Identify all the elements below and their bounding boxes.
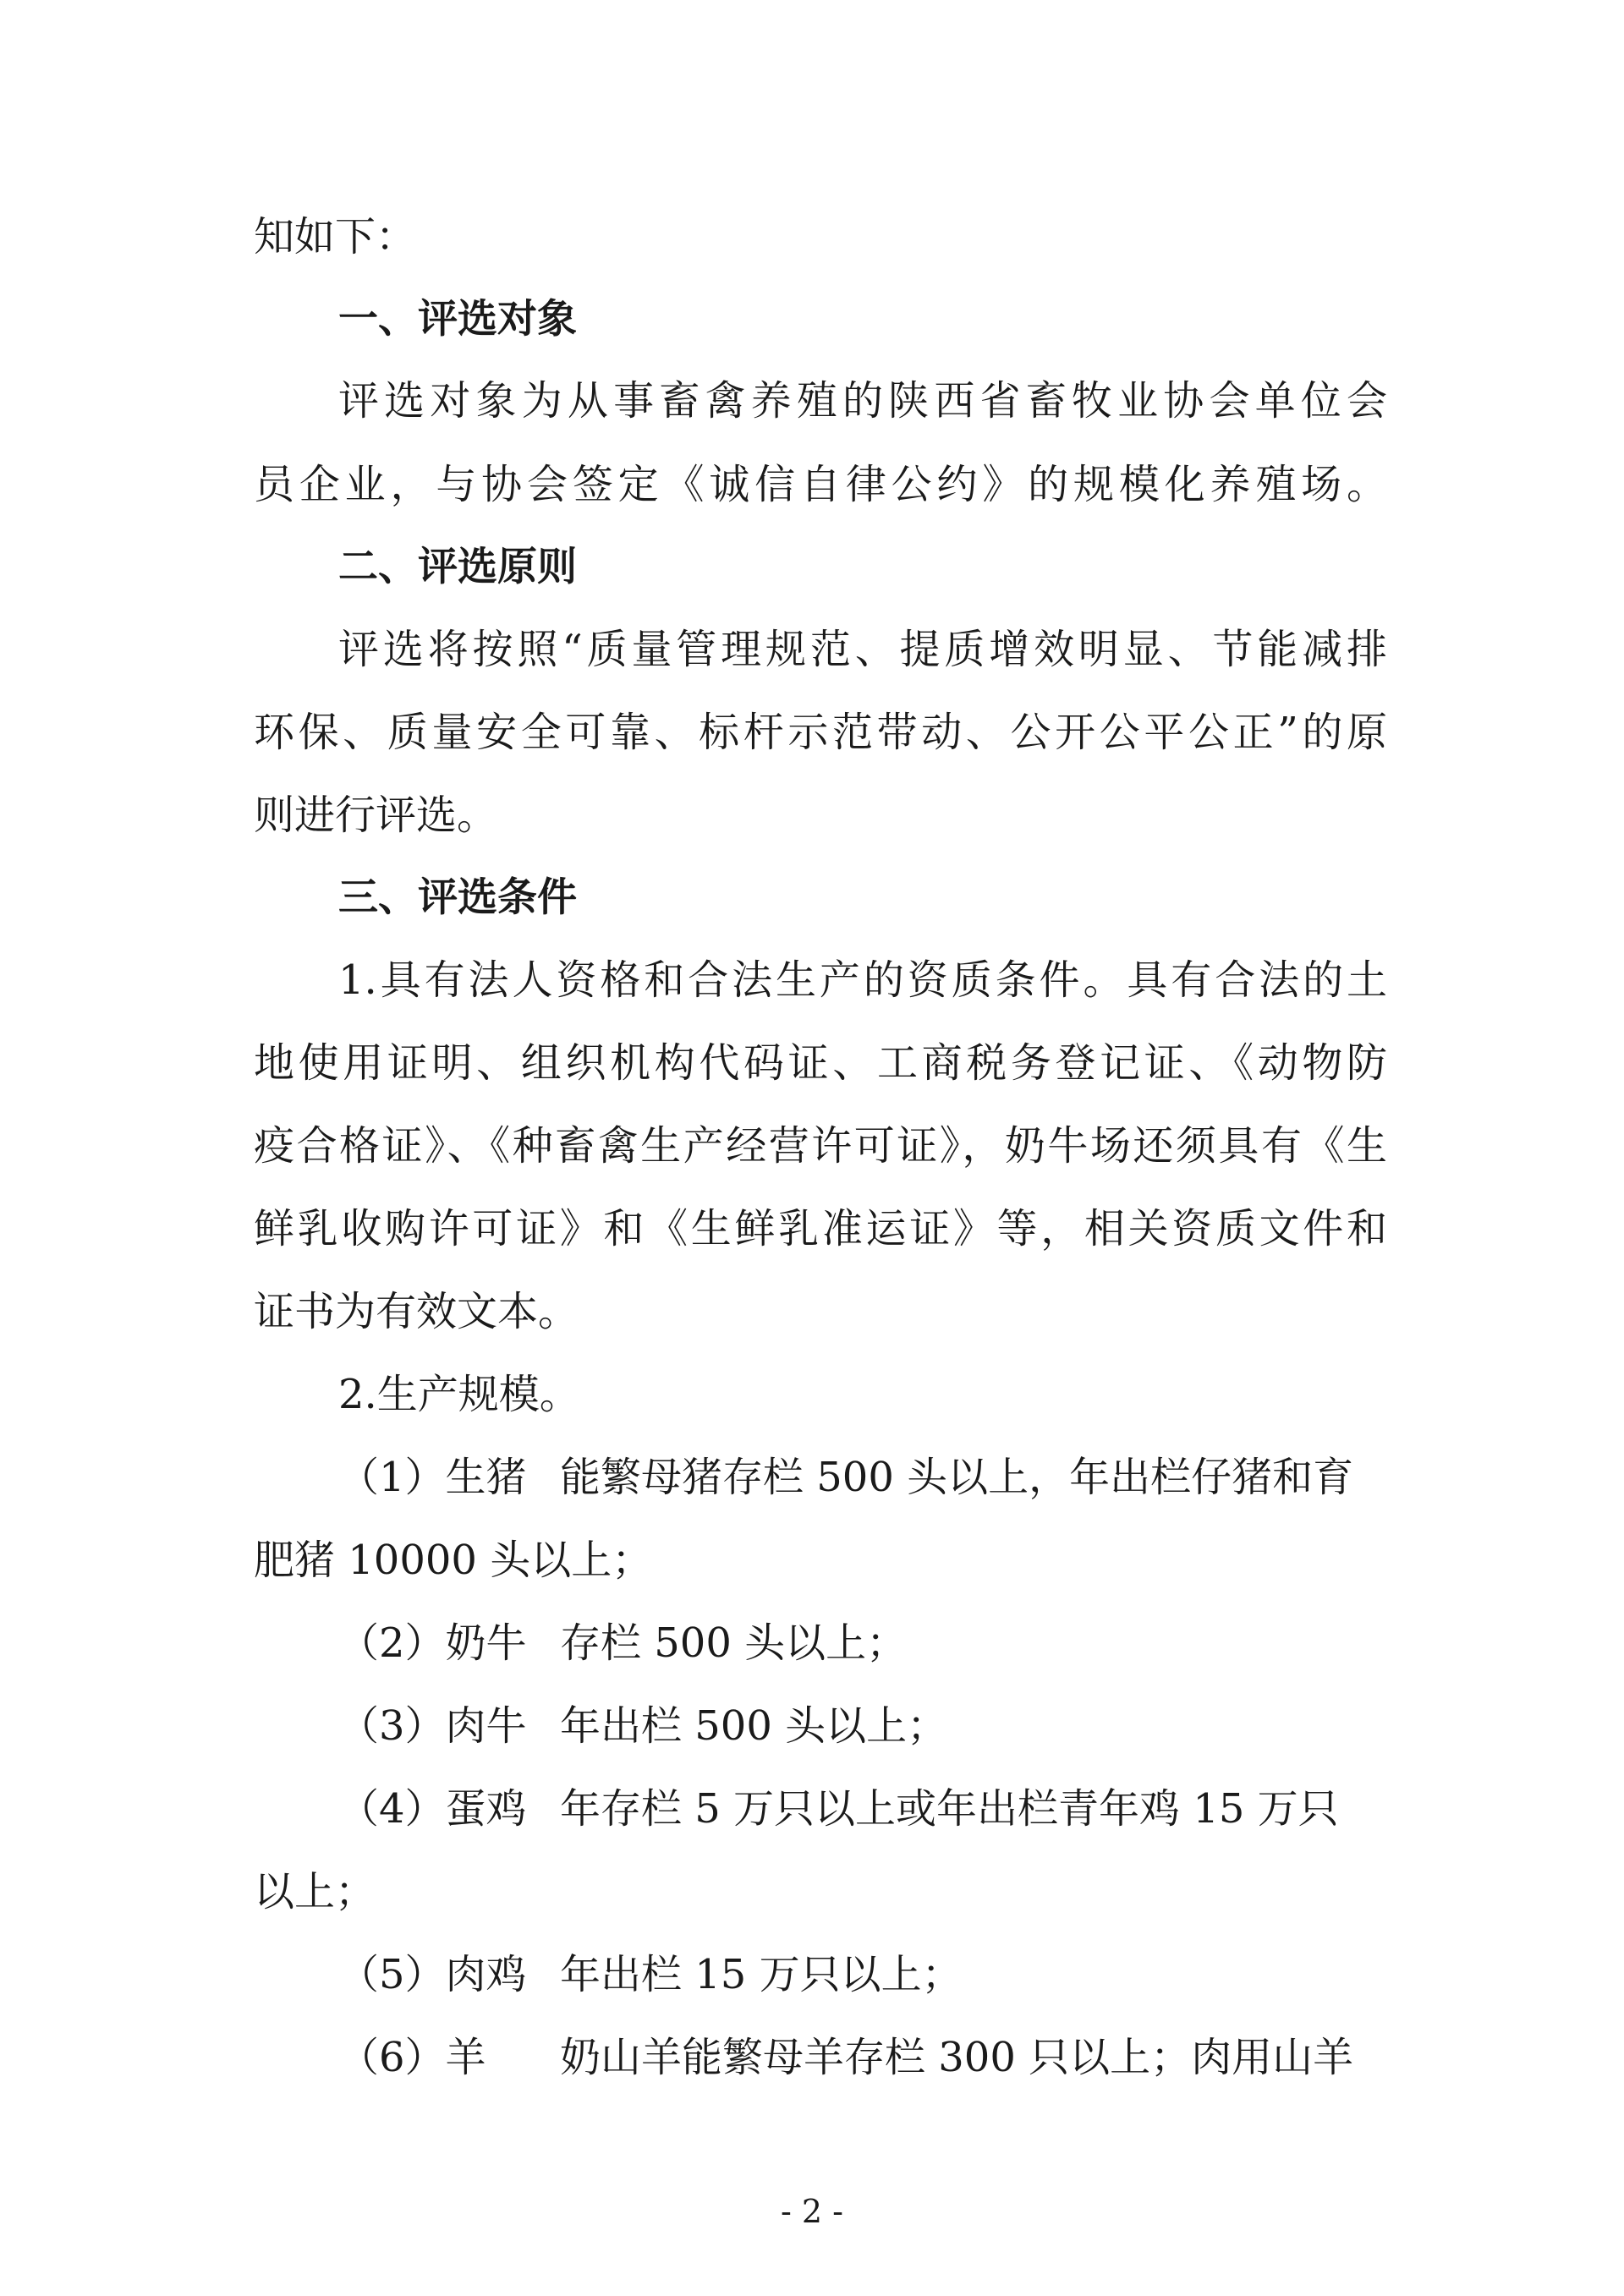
paragraph-line: 证书为有效文本。 [254, 1288, 579, 1335]
paragraph-line: 以上； [254, 1868, 376, 1915]
paragraph-line: 鲜乳收购许可证》和《生鲜乳准运证》等，相关资质文件和 [254, 1205, 1387, 1252]
item-label: （3）肉牛 [338, 1702, 527, 1750]
paragraph-line: 疫合格证》、《种畜禽生产经营许可证》，奶牛场还须具有《生 [254, 1122, 1387, 1170]
paragraph-line: 2.生产规模。 [338, 1371, 580, 1418]
item-label: （6）羊 [338, 2034, 486, 2081]
page-number: - 2 - [780, 2193, 843, 2230]
paragraph-line: 1.具有法人资格和合法生产的资质条件。具有合法的土 [338, 956, 1387, 1004]
item-label: （2）奶牛 [338, 1619, 527, 1667]
item-text: 年存栏 5 万只以上或年出栏青年鸡 15 万只 [560, 1785, 1339, 1833]
item-text: 年出栏 500 头以上； [560, 1702, 948, 1750]
paragraph-line: 员企业，与协会签定《诚信自律公约》的规模化养殖场。 [254, 461, 1387, 508]
item-label: （4）蛋鸡 [338, 1785, 527, 1833]
paragraph-line: 评选对象为从事畜禽养殖的陕西省畜牧业协会单位会 [338, 377, 1387, 425]
item-label: （1）生猪 [338, 1454, 527, 1501]
paragraph-line: 肥猪 10000 头以上； [254, 1537, 653, 1584]
paragraph-line: 地使用证明、组织机构代码证、工商税务登记证、《动物防 [254, 1039, 1387, 1087]
item-text: 奶山羊能繁母羊存栏 300 只以上；肉用山羊 [560, 2034, 1354, 2081]
item-text: 存栏 500 头以上； [560, 1619, 908, 1667]
paragraph-line: 评选将按照“质量管理规范、提质增效明显、节能减排 [338, 626, 1387, 673]
paragraph-line: 环保、质量安全可靠、标杆示范带动、公开公平公正”的原 [254, 709, 1387, 756]
paragraph-line: 则进行评选。 [254, 792, 498, 839]
section-heading-2: 二、评选原则 [338, 544, 577, 590]
section-heading-3: 三、评选条件 [338, 874, 577, 921]
item-text: 年出栏 15 万只以上； [560, 1951, 963, 1998]
item-label: （5）肉鸡 [338, 1951, 527, 1998]
section-heading-1: 一、评选对象 [338, 296, 577, 342]
item-text: 能繁母猪存栏 500 头以上，年出栏仔猪和育 [560, 1454, 1354, 1501]
intro-continuation: 知如下： [254, 213, 417, 260]
